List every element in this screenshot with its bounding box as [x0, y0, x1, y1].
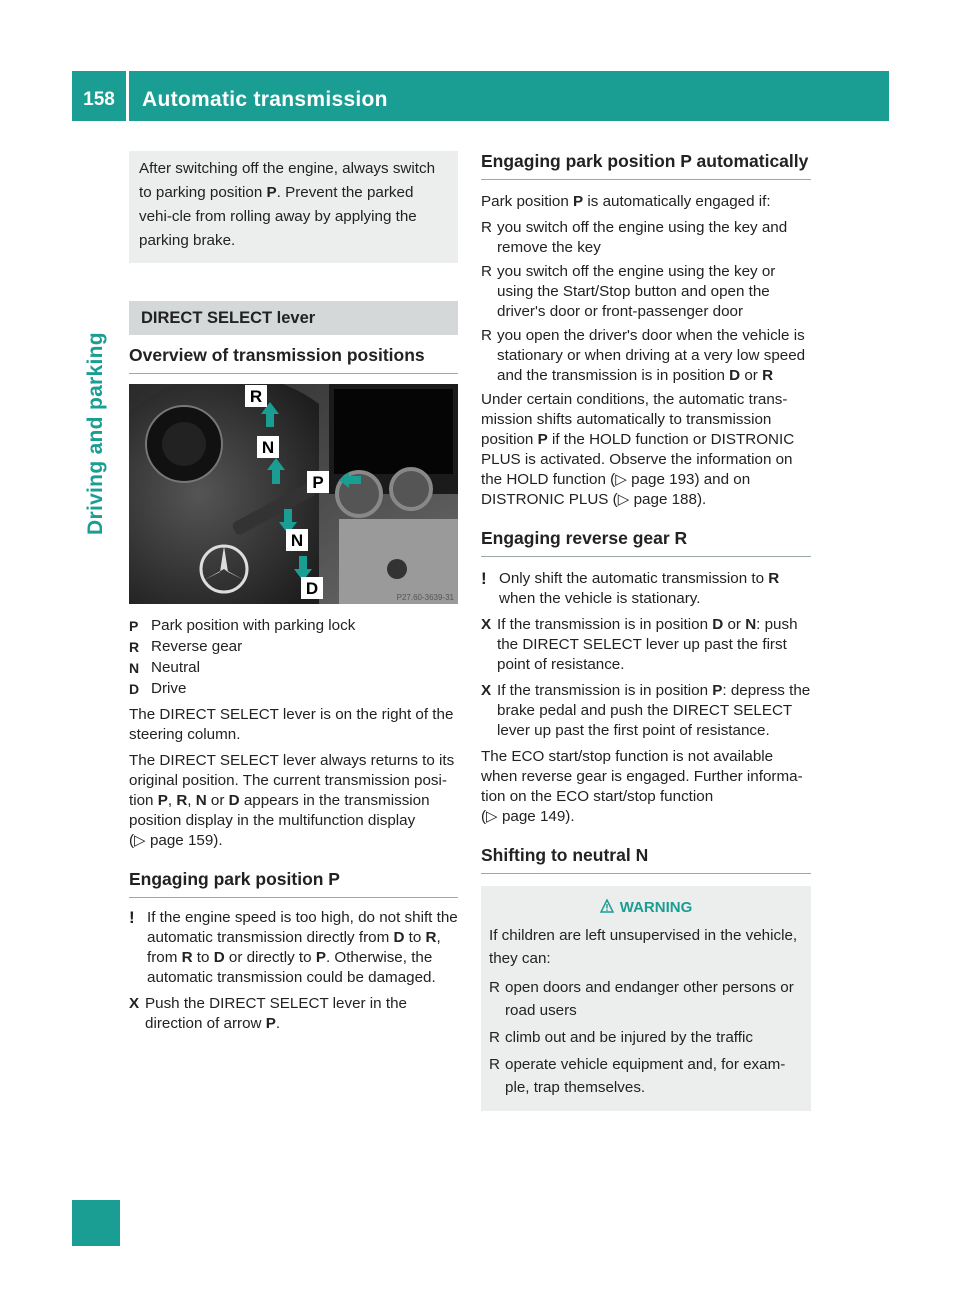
- step-arrow-icon: X: [129, 995, 140, 1012]
- paragraph: The ECO start/stop function is not available when reverse gear is engaged. Further informa-tion on the ECO start/stop function (▷ page 149).: [481, 748, 803, 825]
- reverse-heading: Engaging reverse gear R: [481, 528, 811, 557]
- legend-item: [129, 637, 458, 657]
- note-box: [129, 151, 458, 263]
- list-item: R operate vehicle equipment and, for exam-ple, trap themselves.: [489, 1053, 803, 1099]
- bullet-icon: R: [481, 219, 492, 236]
- photo-label-R: R: [249, 387, 263, 406]
- paragraph: Under certain conditions, the automatic trans-mission shifts automatically to transmission position P if the HOLD function or DISTRONIC PLUS is activated. Observe the information on the HOLD function (▷ page 193) and on DISTRONIC PLUS (▷ page 188).: [481, 391, 795, 508]
- photo-label-N2: N: [290, 531, 304, 550]
- legend-list: [129, 616, 458, 699]
- paragraph: The DIRECT SELECT lever is on the right of the steering column.: [129, 706, 454, 743]
- warning-title: WARNING: [489, 896, 803, 919]
- step-arrow-icon: X: [481, 616, 492, 633]
- note-bold: P: [266, 184, 277, 201]
- neutral-heading: Shifting to neutral N: [481, 845, 811, 874]
- bullet-icon: R: [489, 1056, 500, 1073]
- legend-label: Neutral: [151, 659, 200, 676]
- legend-label: Reverse gear: [151, 638, 243, 655]
- list-item: R you open the driver's door when the vehicle is stationary or when driving at a very low speed and the transmission is in position D or R: [481, 327, 806, 384]
- legend-symbol: R: [129, 639, 140, 655]
- overview-heading: Overview of transmission positions: [129, 343, 458, 374]
- exclamation-icon: !: [481, 569, 487, 588]
- paragraph: The DIRECT SELECT lever always returns to its original position. The current transmission posi-tion P, R, N or D appears in the transmission position display in the multifunction display (▷ page 159).: [129, 752, 455, 849]
- caution-note: ! Only shift the automatic transmission to R when the vehicle is stationary.: [481, 569, 780, 607]
- legend-label: Park position with parking lock: [151, 617, 356, 634]
- photo-label-N: N: [261, 438, 275, 457]
- page-title: Automatic transmission: [142, 88, 388, 111]
- warning-text: If children are left unsupervised in the vehicle, they can:: [489, 927, 798, 967]
- page-number: 158: [83, 89, 115, 110]
- section-side-label: Driving and parking: [84, 332, 107, 535]
- right-column: [481, 151, 811, 1111]
- page-reference-link[interactable]: (▷ page 149).: [481, 808, 575, 825]
- list-item: R you switch off the engine using the key or using the Start/Stop button and open the driver's door or front-passenger door: [481, 263, 776, 320]
- list-item: R open doors and endanger other persons or road users: [489, 976, 803, 1022]
- caution-note: ! If the engine speed is too high, do not shift the automatic transmission directly from D to R, from R to D or directly to P. Otherwise, the automatic transmission could be damaged.: [129, 908, 458, 986]
- left-column: [129, 151, 458, 1040]
- bullet-icon: R: [489, 1029, 500, 1046]
- list-item: R you switch off the engine using the key and remove the key: [481, 219, 788, 256]
- legend-label: Drive: [151, 680, 187, 697]
- legend-item: [129, 679, 458, 699]
- header-separator: [126, 71, 129, 121]
- park-heading: Engaging park position P: [129, 867, 458, 898]
- side-tab-marker: [72, 1200, 120, 1246]
- legend-item: [129, 658, 458, 678]
- steering-wheel-photo: [129, 384, 458, 604]
- photo-label-D: D: [305, 579, 319, 598]
- auto-park-heading: Engaging park position P automatically: [481, 151, 811, 180]
- legend-symbol: N: [129, 660, 140, 676]
- action-step: X If the transmission is in position P: depress the brake pedal and push the DIRECT SELECT lever up past the first point of resistance.: [481, 682, 811, 739]
- note-text: After switching off the engine, always switch to parking position: [139, 160, 436, 201]
- warning-box: [481, 886, 811, 1111]
- warning-triangle-icon: [600, 899, 614, 913]
- photo-reference: P27.60-3639-31: [396, 593, 454, 602]
- bullet-icon: R: [481, 263, 492, 280]
- subsection-title: DIRECT SELECT lever: [129, 301, 458, 335]
- bullet-icon: R: [481, 327, 492, 344]
- page-reference-link[interactable]: (▷ page 159).: [129, 832, 223, 849]
- legend-symbol: P: [129, 618, 139, 634]
- action-step: X If the transmission is in position D or N: push the DIRECT SELECT lever up past the first point of resistance.: [481, 616, 798, 673]
- note-text: . Prevent the parked vehi-cle from rolling away by applying the parking brake.: [139, 184, 417, 249]
- bullet-icon: R: [489, 979, 500, 996]
- legend-symbol: D: [129, 681, 140, 697]
- photo-label-P: P: [312, 473, 324, 492]
- paragraph: Park position P is automatically engaged if:: [481, 193, 771, 210]
- legend-item: [129, 616, 458, 636]
- step-arrow-icon: X: [481, 682, 492, 699]
- exclamation-icon: !: [129, 908, 135, 927]
- list-item: R climb out and be injured by the traffic: [489, 1026, 803, 1049]
- action-step: X Push the DIRECT SELECT lever in the direction of arrow P.: [129, 995, 407, 1032]
